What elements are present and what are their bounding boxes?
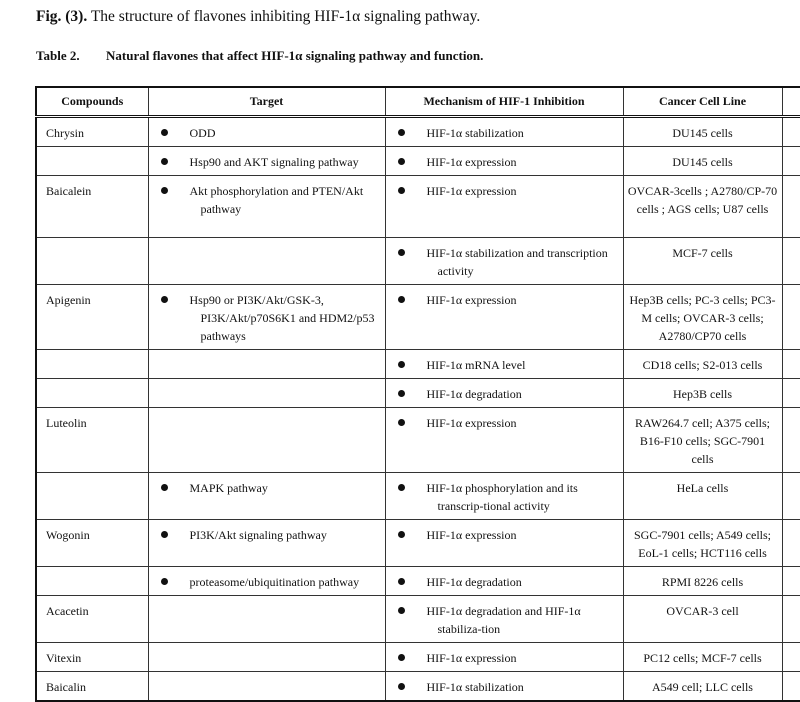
bullet-item [157, 573, 379, 591]
compound-cell [36, 473, 148, 520]
bullet-text: Hsp90 and AKT signaling pathway [189, 155, 359, 169]
bullet-icon [398, 296, 405, 303]
mechanism-cell [385, 238, 623, 285]
target-cell [148, 672, 385, 702]
mechanism-cell [385, 176, 623, 238]
bullet-icon [398, 249, 405, 256]
cell-line-cell: RAW264.7 cell; A375 cells; B16-F10 cells; SGC-7901 cells [623, 408, 782, 473]
table-row [36, 473, 800, 520]
mechanism-cell [385, 147, 623, 176]
bullet-icon [398, 187, 405, 194]
bullet-icon [161, 296, 168, 303]
table-number: Table 2. [36, 48, 80, 63]
target-cell [148, 285, 385, 350]
bullet-text: HIF-1α stabilization [426, 126, 524, 140]
bullet-text: HIF-1α expression [426, 293, 517, 307]
bullet-item [394, 244, 617, 280]
figure-caption-text: The structure of flavones inhibiting HIF-1α signaling pathway. [87, 8, 481, 25]
bullet-icon [161, 158, 168, 165]
bullet-item [394, 124, 617, 142]
extra-cell [782, 473, 800, 520]
compound-cell: Vitexin [36, 643, 148, 672]
header-compounds: Compounds [36, 87, 148, 117]
table-row [36, 350, 800, 379]
mechanism-cell [385, 350, 623, 379]
compound-cell: Baicalin [36, 672, 148, 702]
mechanism-cell [385, 379, 623, 408]
bullet-item [394, 602, 617, 638]
bullet-icon [161, 187, 168, 194]
bullet-icon [398, 361, 405, 368]
bullet-item [394, 414, 617, 432]
mechanism-cell [385, 643, 623, 672]
target-cell [148, 176, 385, 238]
extra-cell [782, 147, 800, 176]
bullet-text: HIF-1α degradation [426, 575, 522, 589]
target-cell [148, 238, 385, 285]
bullet-item [394, 153, 617, 171]
compound-cell [36, 379, 148, 408]
compound-cell: Chrysin [36, 117, 148, 147]
header-extra [782, 87, 800, 117]
bullet-text: HIF-1α expression [426, 528, 517, 542]
bullet-icon [398, 158, 405, 165]
bullet-item [157, 153, 379, 171]
bullet-icon [398, 654, 405, 661]
bullet-item [394, 356, 617, 374]
bullet-icon [161, 578, 168, 585]
compound-cell: Luteolin [36, 408, 148, 473]
bullet-text: HIF-1α stabilization [426, 680, 524, 694]
extra-cell [782, 176, 800, 238]
bullet-text: HIF-1α expression [426, 651, 517, 665]
table-body [36, 117, 800, 702]
cell-line-cell: DU145 cells [623, 117, 782, 147]
cell-line-cell: HeLa cells [623, 473, 782, 520]
table-row [36, 408, 800, 473]
mechanism-cell [385, 596, 623, 643]
compound-cell [36, 238, 148, 285]
extra-cell [782, 350, 800, 379]
target-cell [148, 520, 385, 567]
compound-cell [36, 567, 148, 596]
table-header-row [36, 87, 800, 117]
table-row [36, 672, 800, 702]
extra-cell [782, 567, 800, 596]
bullet-item [394, 573, 617, 591]
bullet-item [394, 291, 617, 309]
bullet-text: PI3K/Akt signaling pathway [189, 528, 327, 542]
target-cell [148, 643, 385, 672]
bullet-item [157, 124, 379, 142]
bullet-item [394, 526, 617, 544]
bullet-icon [161, 484, 168, 491]
bullet-text: HIF-1α expression [426, 155, 517, 169]
flavones-table [35, 86, 800, 702]
cell-line-cell: DU145 cells [623, 147, 782, 176]
bullet-text: ODD [189, 126, 216, 140]
table-row [36, 176, 800, 238]
table-title: Natural flavones that affect HIF-1α signaling pathway and function. [106, 48, 484, 63]
table-row [36, 238, 800, 285]
extra-cell [782, 672, 800, 702]
bullet-text: HIF-1α expression [426, 184, 517, 198]
cell-line-cell: CD18 cells; S2-013 cells [623, 350, 782, 379]
figure-caption [36, 8, 480, 26]
target-cell [148, 350, 385, 379]
table-caption [36, 48, 483, 64]
bullet-item [394, 479, 617, 515]
extra-cell [782, 408, 800, 473]
bullet-text: HIF-1α degradation and HIF-1α stabiliza-tion [426, 604, 581, 636]
compound-cell [36, 147, 148, 176]
bullet-item [394, 182, 617, 200]
cell-line-cell: Hep3B cells; PC-3 cells; PC3-M cells; OVCAR-3 cells; A2780/CP70 cells [623, 285, 782, 350]
bullet-icon [398, 531, 405, 538]
mechanism-cell [385, 567, 623, 596]
table-row [36, 379, 800, 408]
bullet-text: MAPK pathway [189, 481, 268, 495]
table-row [36, 596, 800, 643]
target-cell [148, 408, 385, 473]
mechanism-cell [385, 117, 623, 147]
bullet-text: Akt phosphorylation and PTEN/Akt pathway [189, 184, 364, 216]
bullet-icon [398, 419, 405, 426]
bullet-text: HIF-1α phosphorylation and its transcrip-tional activity [426, 481, 578, 513]
bullet-icon [398, 607, 405, 614]
target-cell [148, 147, 385, 176]
table-row [36, 567, 800, 596]
extra-cell [782, 238, 800, 285]
extra-cell [782, 117, 800, 147]
bullet-item [157, 182, 379, 218]
mechanism-cell [385, 473, 623, 520]
bullet-text: HIF-1α mRNA level [426, 358, 526, 372]
target-cell [148, 379, 385, 408]
cell-line-cell: Hep3B cells [623, 379, 782, 408]
cell-line-cell: OVCAR-3 cell [623, 596, 782, 643]
bullet-text: HIF-1α degradation [426, 387, 522, 401]
target-cell [148, 596, 385, 643]
cell-line-cell: OVCAR-3cells ; A2780/CP-70 cells ; AGS cells; U87 cells [623, 176, 782, 238]
bullet-text: HIF-1α stabilization and transcription activity [426, 246, 608, 278]
bullet-icon [398, 390, 405, 397]
extra-cell [782, 643, 800, 672]
extra-cell [782, 520, 800, 567]
cell-line-cell: RPMI 8226 cells [623, 567, 782, 596]
table-row [36, 285, 800, 350]
table-row [36, 117, 800, 147]
table-row [36, 520, 800, 567]
target-cell [148, 117, 385, 147]
mechanism-cell [385, 672, 623, 702]
bullet-item [157, 479, 379, 497]
compound-cell: Apigenin [36, 285, 148, 350]
header-mechanism: Mechanism of HIF-1 Inhibition [385, 87, 623, 117]
bullet-item [394, 649, 617, 667]
bullet-icon [398, 683, 405, 690]
cell-line-cell: PC12 cells; MCF-7 cells [623, 643, 782, 672]
header-cell-line: Cancer Cell Line [623, 87, 782, 117]
extra-cell [782, 285, 800, 350]
bullet-item [157, 291, 379, 345]
mechanism-cell [385, 408, 623, 473]
bullet-icon [161, 531, 168, 538]
extra-cell [782, 379, 800, 408]
bullet-item [157, 526, 379, 544]
bullet-icon [161, 129, 168, 136]
bullet-text: proteasome/ubiquitination pathway [189, 575, 360, 589]
bullet-text: HIF-1α expression [426, 416, 517, 430]
bullet-icon [398, 578, 405, 585]
header-target: Target [148, 87, 385, 117]
compound-cell: Baicalein [36, 176, 148, 238]
compound-cell [36, 350, 148, 379]
compound-cell: Acacetin [36, 596, 148, 643]
bullet-icon [398, 129, 405, 136]
bullet-text: Hsp90 or PI3K/Akt/GSK-3, PI3K/Akt/p70S6K1 and HDM2/p53 pathways [189, 293, 375, 343]
cell-line-cell: MCF-7 cells [623, 238, 782, 285]
compound-cell: Wogonin [36, 520, 148, 567]
extra-cell [782, 596, 800, 643]
bullet-item [394, 385, 617, 403]
table-row [36, 147, 800, 176]
figure-label: Fig. (3). [36, 8, 88, 25]
mechanism-cell [385, 285, 623, 350]
table-row [36, 643, 800, 672]
mechanism-cell [385, 520, 623, 567]
cell-line-cell: SGC-7901 cells; A549 cells; EoL-1 cells; HCT116 cells [623, 520, 782, 567]
bullet-icon [398, 484, 405, 491]
bullet-item [394, 678, 617, 696]
cell-line-cell: A549 cell; LLC cells [623, 672, 782, 702]
target-cell [148, 473, 385, 520]
target-cell [148, 567, 385, 596]
